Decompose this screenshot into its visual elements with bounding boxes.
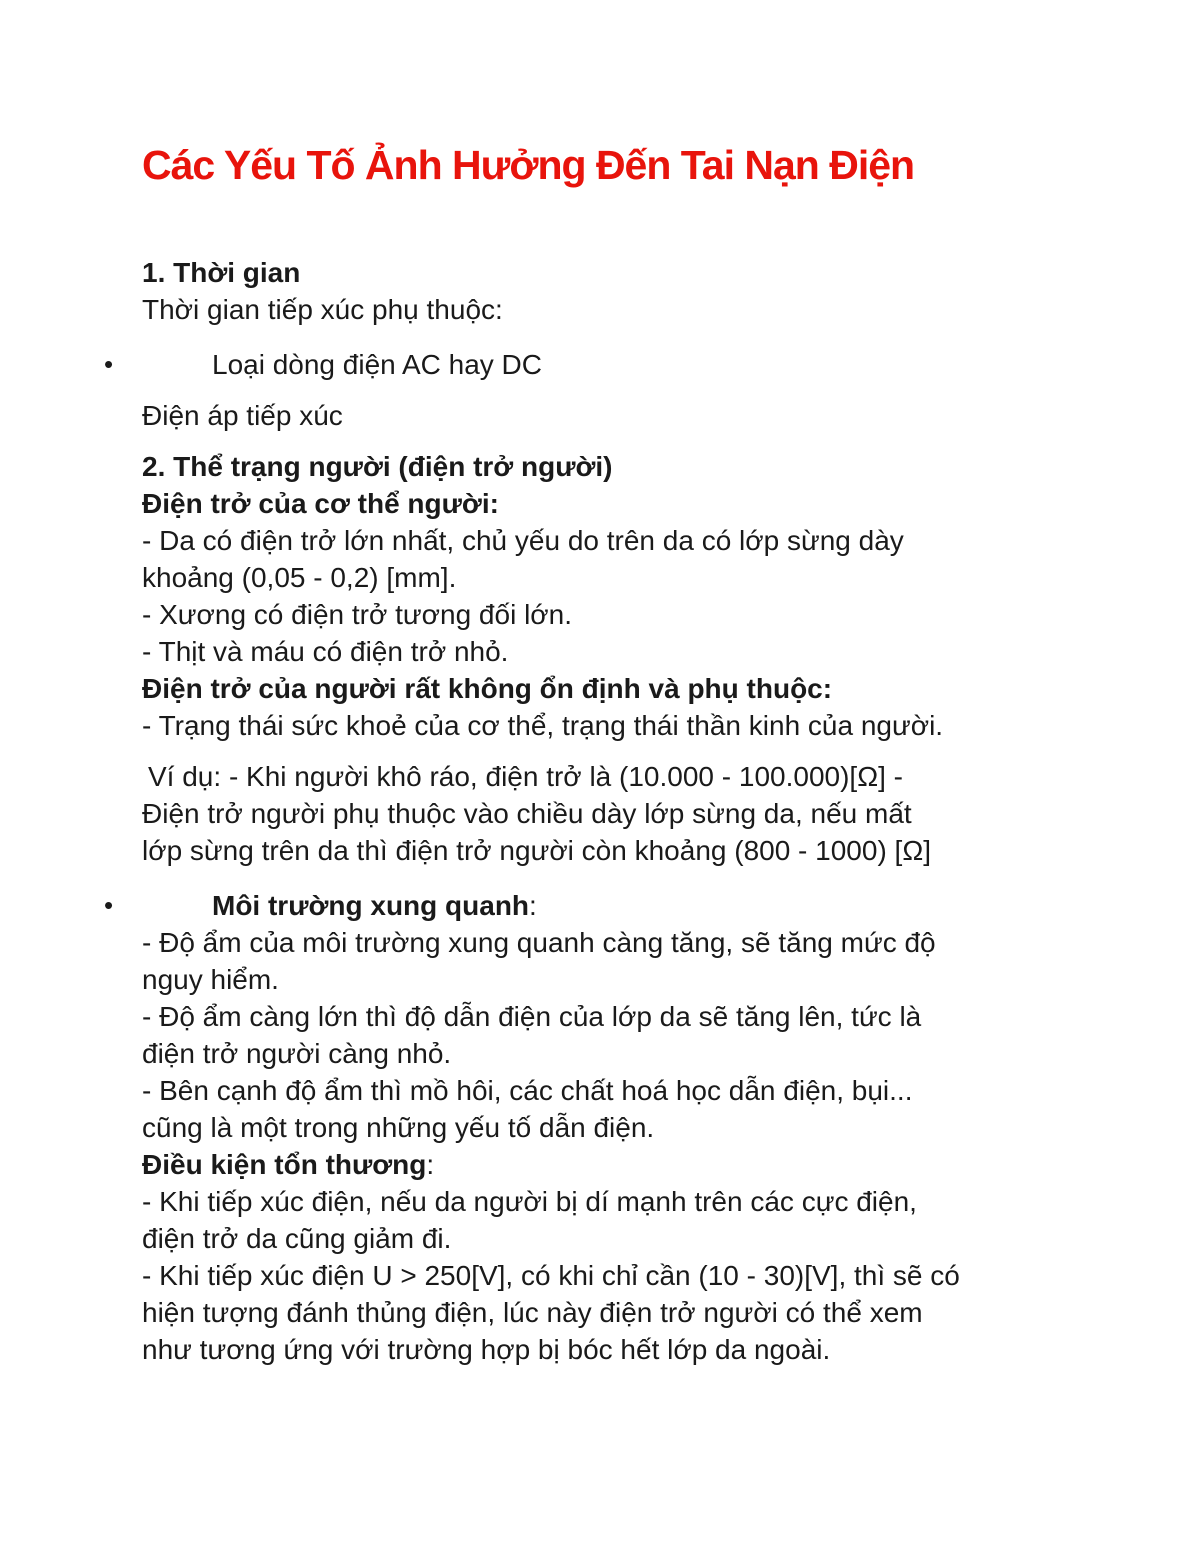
example-line: Ví dụ: - Khi người khô ráo, điện trở là (10.000 - 100.000)[Ω] - xyxy=(148,761,904,792)
section-2-sub2: Điện trở của người rất không ổn định và phụ thuộc: xyxy=(142,673,833,704)
text-line: - Thịt và máu có điện trở nhỏ. xyxy=(142,636,509,667)
section-1-intro: Thời gian tiếp xúc phụ thuộc: xyxy=(142,294,503,325)
text-line: - Khi tiếp xúc điện U > 250[V], có khi chỉ cần (10 - 30)[V], thì sẽ có xyxy=(142,1260,960,1291)
text-line: điện trở da cũng giảm đi. xyxy=(142,1223,452,1254)
section-1-heading: 1. Thời gian xyxy=(142,257,301,288)
text-line: - Bên cạnh độ ẩm thì mồ hôi, các chất hoá học dẫn điện, bụi... xyxy=(142,1075,913,1106)
text-line: khoảng (0,05 - 0,2) [mm]. xyxy=(142,562,457,593)
text-line: hiện tượng đánh thủng điện, lúc này điện trở người có thể xem xyxy=(142,1297,923,1328)
subheading-bold: Điều kiện tổn thương xyxy=(142,1149,427,1180)
section-2-sub1: Điện trở của cơ thể người: xyxy=(142,488,499,519)
bullet-icon: • xyxy=(104,349,114,379)
bullet-text: Loại dòng điện AC hay DC xyxy=(212,349,542,380)
bullet-bold-text: Môi trường xung quanh xyxy=(212,890,530,921)
text-line: điện trở người càng nhỏ. xyxy=(142,1038,452,1069)
colon-text: : xyxy=(426,1149,435,1180)
text-line: như tương ứng với trường hợp bị bóc hết lớp da ngoài. xyxy=(142,1334,831,1365)
example-line: lớp sừng trên da thì điện trở người còn khoảng (800 - 1000) [Ω] xyxy=(142,835,932,866)
text-line: nguy hiểm. xyxy=(142,964,279,995)
bullet-text xyxy=(142,887,537,924)
section-1-after: Điện áp tiếp xúc xyxy=(142,400,343,431)
text-line: - Độ ẩm càng lớn thì độ dẫn điện của lớp da sẽ tăng lên, tức là xyxy=(142,1001,922,1032)
text-line: - Da có điện trở lớn nhất, chủ yếu do trên da có lớp sừng dày xyxy=(142,525,904,556)
text-line: - Xương có điện trở tương đối lớn. xyxy=(142,599,573,630)
bullet-item xyxy=(104,887,1082,924)
text-line: cũng là một trong những yếu tố dẫn điện. xyxy=(142,1112,655,1143)
bullet-item xyxy=(104,346,1082,383)
text-line: - Độ ẩm của môi trường xung quanh càng tăng, sẽ tăng mức độ xyxy=(142,927,936,958)
text-line: - Khi tiếp xúc điện, nếu da người bị dí mạnh trên các cực điện, xyxy=(142,1186,917,1217)
text-line: - Trạng thái sức khoẻ của cơ thể, trạng thái thần kinh của người. xyxy=(142,710,944,741)
example-line: Điện trở người phụ thuộc vào chiều dày lớp sừng da, nếu mất xyxy=(142,798,912,829)
bullet-icon: • xyxy=(104,890,114,920)
document-body xyxy=(104,254,1082,1368)
colon-text: : xyxy=(529,890,537,921)
subheading xyxy=(142,1146,1082,1183)
section-2-heading: 2. Thể trạng người (điện trở người) xyxy=(142,451,613,482)
document-title: Các Yếu Tố Ảnh Hưởng Đến Tai Nạn Điện xyxy=(142,142,915,188)
